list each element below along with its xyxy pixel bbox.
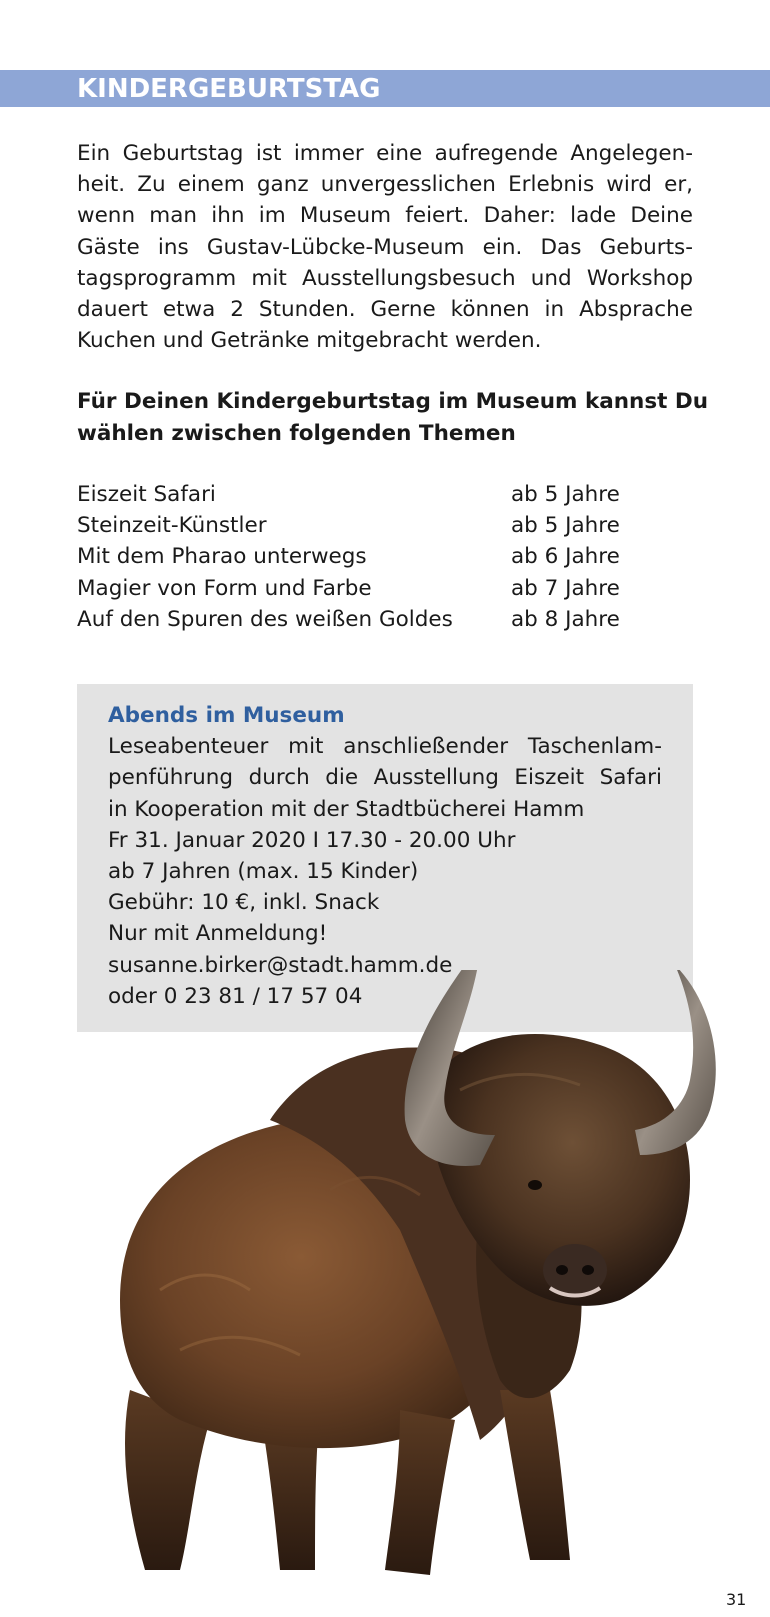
bison-front-leg <box>500 1390 570 1560</box>
intro-line: wenn man ihn im Museum feiert. Daher: lade Deine <box>77 203 693 229</box>
intro-paragraph <box>77 138 693 356</box>
theme-name: Mit dem Pharao unterwegs <box>77 544 367 570</box>
theme-row <box>77 541 637 572</box>
bison-illustration <box>100 970 750 1590</box>
intro-line: Gäste ins Gustav-Lübcke-Museum ein. Das Geburts- <box>77 234 693 260</box>
event-description-line: penführung durch die Ausstellung Eiszeit Safari <box>108 765 662 791</box>
bison-nostril <box>556 1265 568 1275</box>
event-title: Abends im Museum <box>108 703 345 728</box>
intro-line: Ein Geburtstag ist immer eine aufregende Angelegen- <box>77 141 693 166</box>
lead-line: wählen zwischen folgenden Themen <box>77 420 516 446</box>
theme-age: ab 6 Jahre <box>511 544 620 570</box>
event-description-line: Leseabenteuer mit anschließender Taschenlam- <box>108 734 662 760</box>
theme-name: Auf den Spuren des weißen Goldes <box>77 606 453 632</box>
event-date: Fr 31. Januar 2020 I 17.30 - 20.00 Uhr <box>108 827 516 853</box>
intro-line: Kuchen und Getränke mitgebracht werden. <box>77 328 542 354</box>
bison-eye <box>528 1180 542 1190</box>
themes-list <box>77 479 637 635</box>
theme-row <box>77 604 637 635</box>
theme-row <box>77 479 637 510</box>
page-number: 31 <box>726 1590 747 1609</box>
theme-age: ab 7 Jahre <box>511 575 620 601</box>
intro-line: dauert etwa 2 Stunden. Gerne können in Absprache <box>77 297 693 323</box>
event-registration: Nur mit Anmeldung! <box>108 921 328 947</box>
theme-row <box>77 510 637 541</box>
lead-line: Für Deinen Kindergeburtstag im Museum kannst Du <box>77 389 709 414</box>
themes-lead <box>77 386 709 449</box>
bison-horn-right <box>635 970 716 1155</box>
theme-age: ab 5 Jahre <box>511 513 620 539</box>
intro-line: heit. Zu einem ganz unvergesslichen Erlebnis wird er, <box>77 172 693 198</box>
event-email: susanne.birker@stadt.hamm.de <box>108 952 453 978</box>
event-age: ab 7 Jahren (max. 15 Kinder) <box>108 859 419 885</box>
theme-name: Steinzeit-Künstler <box>77 513 267 539</box>
theme-row <box>77 573 637 604</box>
theme-age: ab 8 Jahre <box>511 606 620 632</box>
event-content <box>108 700 662 1012</box>
event-description-line: in Kooperation mit der Stadtbücherei Hamm <box>108 796 585 822</box>
page-title: KINDERGEBURTSTAG <box>77 74 381 104</box>
theme-name: Magier von Form und Farbe <box>77 575 372 601</box>
event-phone: oder 0 23 81 / 17 57 04 <box>108 983 363 1009</box>
theme-age: ab 5 Jahre <box>511 482 620 507</box>
bison-nostril <box>582 1265 594 1275</box>
theme-name: Eiszeit Safari <box>77 482 216 507</box>
intro-line: tagsprogramm mit Ausstellungsbesuch und Workshop <box>77 265 693 291</box>
event-fee: Gebühr: 10 €, inkl. Snack <box>108 890 380 916</box>
